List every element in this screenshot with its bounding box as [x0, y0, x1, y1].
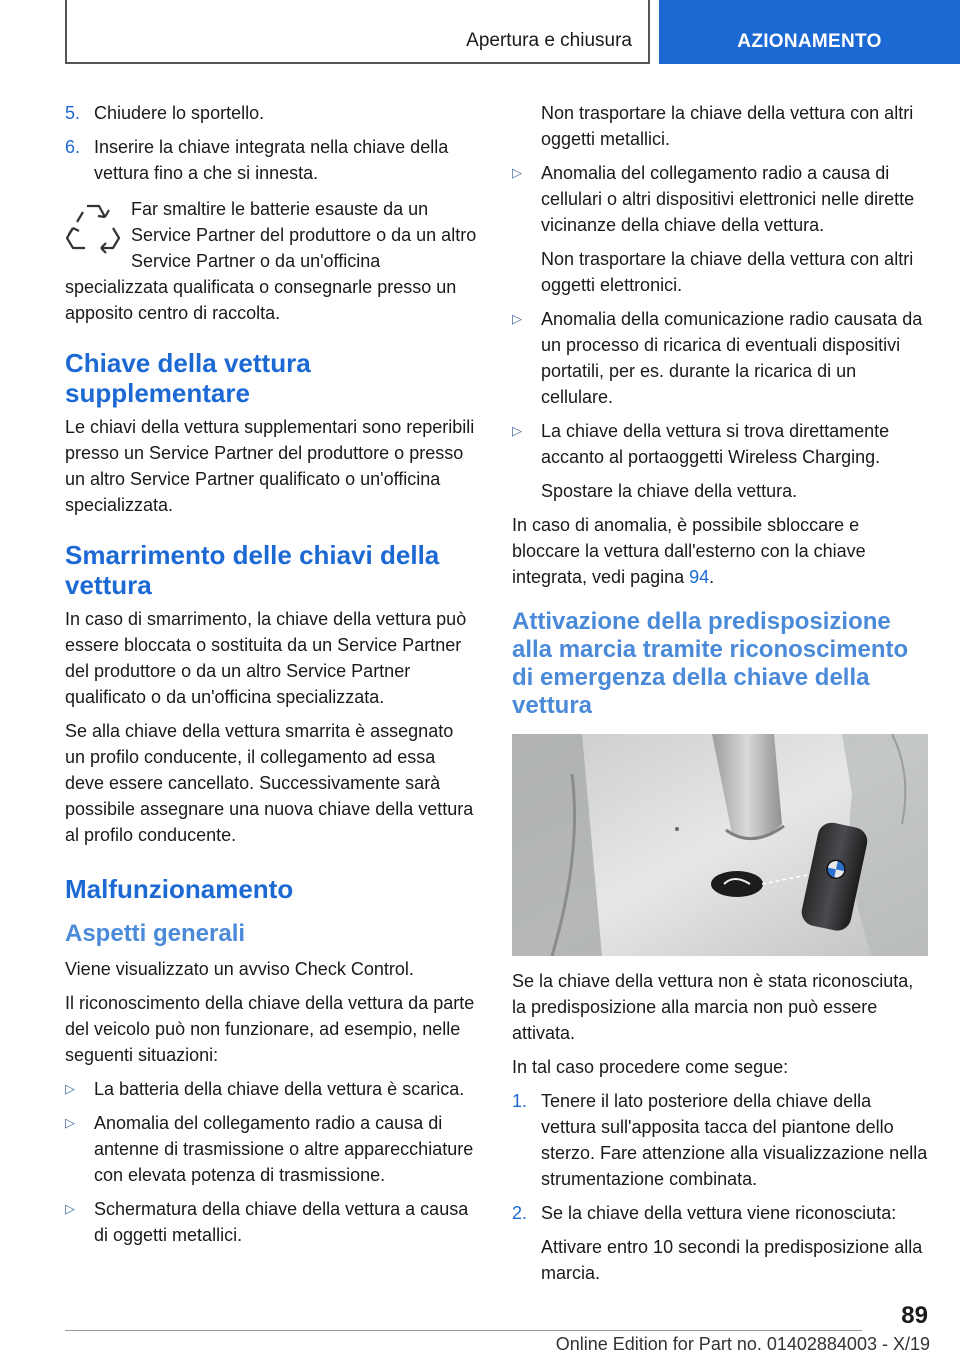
- footer-edition: Online Edition for Part no. 01402884003 - X/19: [555, 1334, 930, 1354]
- heading-supplementare: Chiave della vettura supplementare: [65, 348, 311, 408]
- bullet-subtext: Spostare la chiave della vettura.: [541, 481, 798, 501]
- heading-malfunzionamento: Malfunzionamento: [65, 874, 294, 904]
- step-item: [65, 134, 477, 186]
- bullet-item: [512, 306, 928, 410]
- bullet-subtext: Non trasportare la chiave della vettura con altri oggetti elettronici.: [541, 249, 914, 295]
- heading-smarrimento: Smarrimento delle chiavi della vettura: [65, 540, 440, 600]
- paragraph-anomalia: In caso di anomalia, è possibile sbloccare e bloccare la vettura dall'esterno con la chiave integrata, vedi pagina 94.: [512, 515, 866, 587]
- right-column: [512, 100, 928, 1294]
- bullet-icon: ▷: [65, 1081, 75, 1096]
- bullet-text: Schermatura della chiave della vettura a causa di oggetti metallici.: [94, 1199, 469, 1245]
- recycle-note: [65, 196, 477, 326]
- step-subtext: Attivare entro 10 secondi la predisposizione alla marcia.: [541, 1237, 923, 1283]
- recycle-icon: [65, 200, 121, 256]
- bullet-text: Anomalia del collegamento radio a causa di cellulari o altri dispositivi elettronici nelle dirette vicinanze della chiave della vettura.: [541, 163, 915, 235]
- step-text: Chiudere lo sportello.: [94, 103, 265, 123]
- step-item: [512, 1088, 928, 1192]
- step-number: 5.: [65, 103, 81, 123]
- bullet-text: Anomalia della comunicazione radio causata da un processo di ricarica di eventuali dispositivi portatili, per es. durante la ricarica di un cellulare.: [541, 309, 923, 407]
- paragraph: Viene visualizzato un avviso Check Control.: [65, 959, 414, 979]
- bullet-icon: ▷: [65, 1201, 75, 1216]
- step-number: 2.: [512, 1203, 528, 1223]
- left-column: [65, 100, 477, 1256]
- step-number: 1.: [512, 1091, 528, 1111]
- paragraph: Il riconoscimento della chiave della vettura da parte del veicolo può non funzionare, ad esempio, nelle seguenti situazioni:: [65, 993, 475, 1065]
- step-item: [512, 1200, 928, 1226]
- bullet-text: La batteria della chiave della vettura è scarica.: [94, 1079, 465, 1099]
- header-section-title: Apertura e chiusura: [466, 30, 632, 51]
- paragraph: In caso di smarrimento, la chiave della vettura può essere bloccata o sostituita da un Service Partner del produttore o da un altro Service Partner qualificato o da un'officina specializzata.: [65, 609, 467, 707]
- bullet-icon: ▷: [512, 165, 522, 180]
- step-text: Tenere il lato posteriore della chiave della vettura sull'apposita tacca del piantone dello sterzo. Fare attenzione alla visualizzazione nella strumentazione combinata.: [541, 1091, 928, 1189]
- paragraph: Se la chiave della vettura non è stata riconosciuta, la predisposizione alla marcia non può essere attivata.: [512, 971, 914, 1043]
- heading-attivazione: Attivazione della predisposizione alla marcia tramite riconoscimento di emergenza della chiave della vettura: [512, 608, 909, 719]
- page-number: 89: [901, 1302, 928, 1329]
- paragraph: In tal caso procedere come segue:: [512, 1057, 789, 1077]
- recycle-note-text: Far smaltire le batterie esauste da un Service Partner del produttore o da un altro Service Partner o da un'officina specializzata qualificata o consegnarle presso un apposito centro di raccolta.: [65, 199, 477, 323]
- step-text: Se la chiave della vettura viene riconosciuta:: [541, 1203, 897, 1223]
- bullet-item: [65, 1196, 477, 1248]
- paragraph: Se alla chiave della vettura smarrita è assegnato un profilo conducente, il collegamento ad essa deve essere cancellato. Successivamente sarà possibile assegnare una nuova chiave della vettura al profilo conducente.: [65, 721, 474, 845]
- bullet-item: [65, 1110, 477, 1188]
- paragraph-text: In caso di anomalia, è possibile sbloccare e bloccare la vettura dall'esterno con la chiave integrata, vedi pagina: [512, 515, 866, 587]
- bullet-text: Anomalia del collegamento radio a causa di antenne di trasmissione o altre apparecchiature con elevata potenza di trasmissione.: [94, 1113, 474, 1185]
- step-text: Inserire la chiave integrata nella chiave della vettura fino a che si innesta.: [94, 137, 449, 183]
- heading-aspetti-generali: Aspetti generali: [65, 920, 246, 947]
- page-header: [0, 0, 960, 66]
- page-link[interactable]: 94: [689, 567, 710, 587]
- bullet-item: [65, 1076, 477, 1102]
- continued-text: Non trasportare la chiave della vettura con altri oggetti metallici.: [541, 103, 914, 149]
- bullet-text: La chiave della vettura si trova direttamente accanto al portaoggetti Wireless Charging.: [541, 421, 890, 467]
- bullet-icon: ▷: [65, 1115, 75, 1130]
- bullet-icon: ▷: [512, 423, 522, 438]
- bullet-icon: ▷: [512, 311, 522, 326]
- paragraph: Le chiavi della vettura supplementari sono reperibili presso un Service Partner del produttore o presso un altro Service Partner qualificato o un'officina specializzata.: [65, 417, 475, 515]
- step-number: 6.: [65, 137, 81, 157]
- header-section-box: [65, 0, 650, 64]
- header-chapter-tab: AZIONAMENTO: [659, 0, 960, 64]
- step-item: [65, 100, 477, 126]
- footer-divider: [65, 1330, 862, 1331]
- bullet-item: [512, 418, 928, 470]
- key-recognition-photo: [512, 734, 928, 956]
- bullet-item: [512, 160, 928, 238]
